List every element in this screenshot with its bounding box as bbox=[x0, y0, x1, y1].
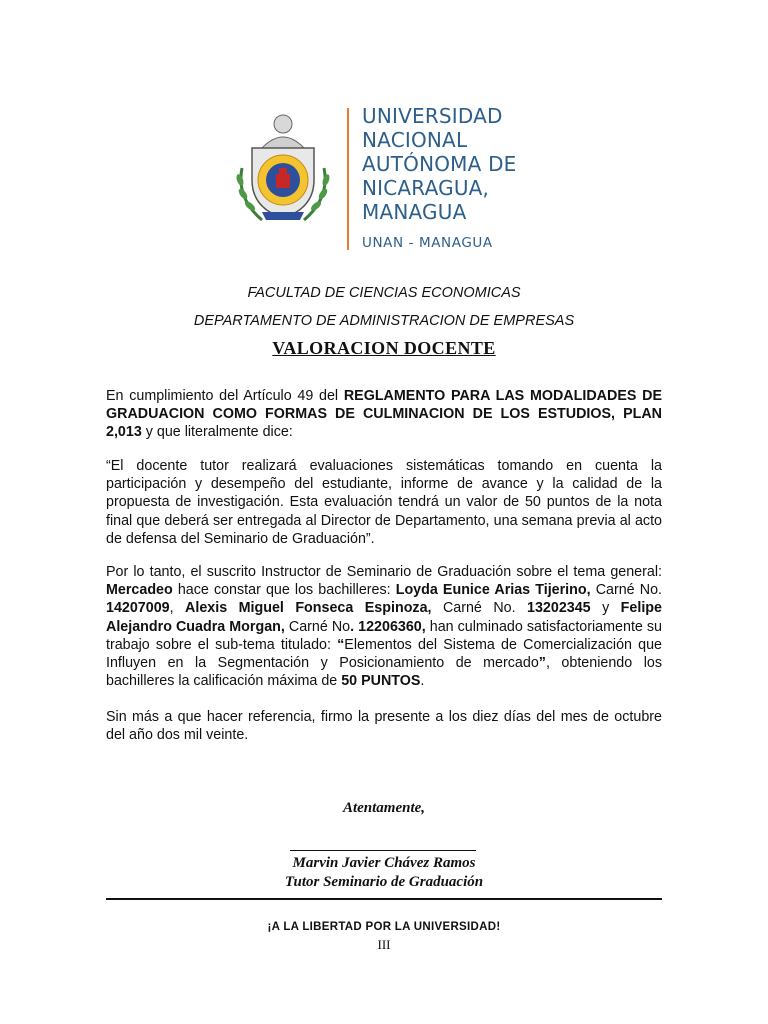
student-name: Loyda Eunice Arias Tijerino, bbox=[395, 582, 591, 599]
university-short-name: UNAN - MANAGUA bbox=[362, 235, 493, 251]
text-run: Carné No. bbox=[431, 600, 528, 617]
footer-divider bbox=[106, 898, 662, 900]
footer-motto: ¡A LA LIBERTAD POR LA UNIVERSIDAD! bbox=[267, 921, 501, 933]
signature-line bbox=[290, 850, 476, 851]
university-name-line-1: UNIVERSIDAD bbox=[362, 104, 503, 128]
text-run: En cumplimiento del Artículo 49 del bbox=[106, 388, 344, 404]
student-id: . 12206360, bbox=[350, 618, 426, 635]
text-run: Por lo tanto, el suscrito Instructor de Seminario de Graduación sobre el tema general: bbox=[106, 564, 662, 580]
paragraph-closing-date: Sin más a que hacer referencia, firmo la presente a los diez días del mes de octubre del año dos mil veinte. bbox=[106, 709, 662, 744]
quote-mark: ” bbox=[538, 655, 546, 672]
text-run: y que literalmente dice: bbox=[141, 424, 293, 441]
general-topic: Mercadeo bbox=[106, 582, 173, 599]
university-name-line-4: NICARAGUA, bbox=[362, 176, 490, 200]
university-name-line-3: AUTÓNOMA DE bbox=[362, 152, 517, 176]
university-seal-icon bbox=[232, 108, 334, 226]
student-id: 13202345 bbox=[527, 600, 591, 617]
final-grade: 50 PUNTOS bbox=[341, 673, 421, 690]
university-name-line-5: MANAGUA bbox=[362, 200, 467, 224]
university-wordmark bbox=[362, 104, 517, 252]
signer-name: Marvin Javier Chávez Ramos bbox=[292, 855, 476, 871]
department-heading: DEPARTAMENTO DE ADMINISTRACION DE EMPRESAS bbox=[193, 313, 575, 329]
text-run: y bbox=[590, 600, 621, 617]
student-name: Felipe Alejandro Cuadra Morgan, bbox=[106, 600, 662, 635]
paragraph-regulation bbox=[106, 387, 662, 442]
text-run: Carné No bbox=[284, 618, 351, 635]
text-run: hace constar que los bachilleres: bbox=[172, 582, 396, 599]
brand-divider bbox=[347, 108, 349, 250]
text-run: Carné No. bbox=[590, 582, 662, 599]
text-run: han culminado satisfactoriamente su trabajo sobre el sub-tema titulado: bbox=[106, 618, 662, 653]
subtopic-title: Elementos del Sistema de Comercialización que Influyen en la Segmentación y Posicionamiento de mercado bbox=[106, 636, 662, 672]
signer-role: Tutor Seminario de Graduación bbox=[284, 874, 484, 890]
quote-mark: “ bbox=[337, 636, 345, 653]
paragraph-certification bbox=[106, 563, 662, 690]
faculty-heading: FACULTAD DE CIENCIAS ECONOMICAS bbox=[247, 285, 521, 301]
page-number: III bbox=[377, 937, 391, 952]
text-run: . bbox=[420, 673, 425, 690]
text-run: , obteniendo los bachilleres la calificación máxima de bbox=[106, 655, 662, 690]
student-name: Alexis Miguel Fonseca Espinoza, bbox=[185, 600, 432, 617]
university-name-line-2: NACIONAL bbox=[362, 128, 468, 152]
text-run: , bbox=[169, 600, 186, 617]
student-id: 14207009 bbox=[106, 600, 170, 617]
regulation-name: REGLAMENTO PARA LAS MODALIDADES DE GRADUACION COMO FORMAS DE CULMINACION DE LOS ESTUDIOS, PLAN 2,013 bbox=[106, 388, 662, 441]
paragraph-quote: “El docente tutor realizará evaluaciones sistemáticas tomando en cuenta la participación y desempeño del estudiante, informe de avance y la calidad de la propuesta de investigación. Esta evaluación tendrá un valor de 50 puntos de la nota final que deberá ser entregada al Director de Departamento, una semana previa al acto de defensa del Seminario de Graduación”. bbox=[106, 458, 662, 547]
closing-salutation: Atentamente, bbox=[342, 800, 426, 816]
document-title: VALORACION DOCENTE bbox=[272, 338, 496, 358]
